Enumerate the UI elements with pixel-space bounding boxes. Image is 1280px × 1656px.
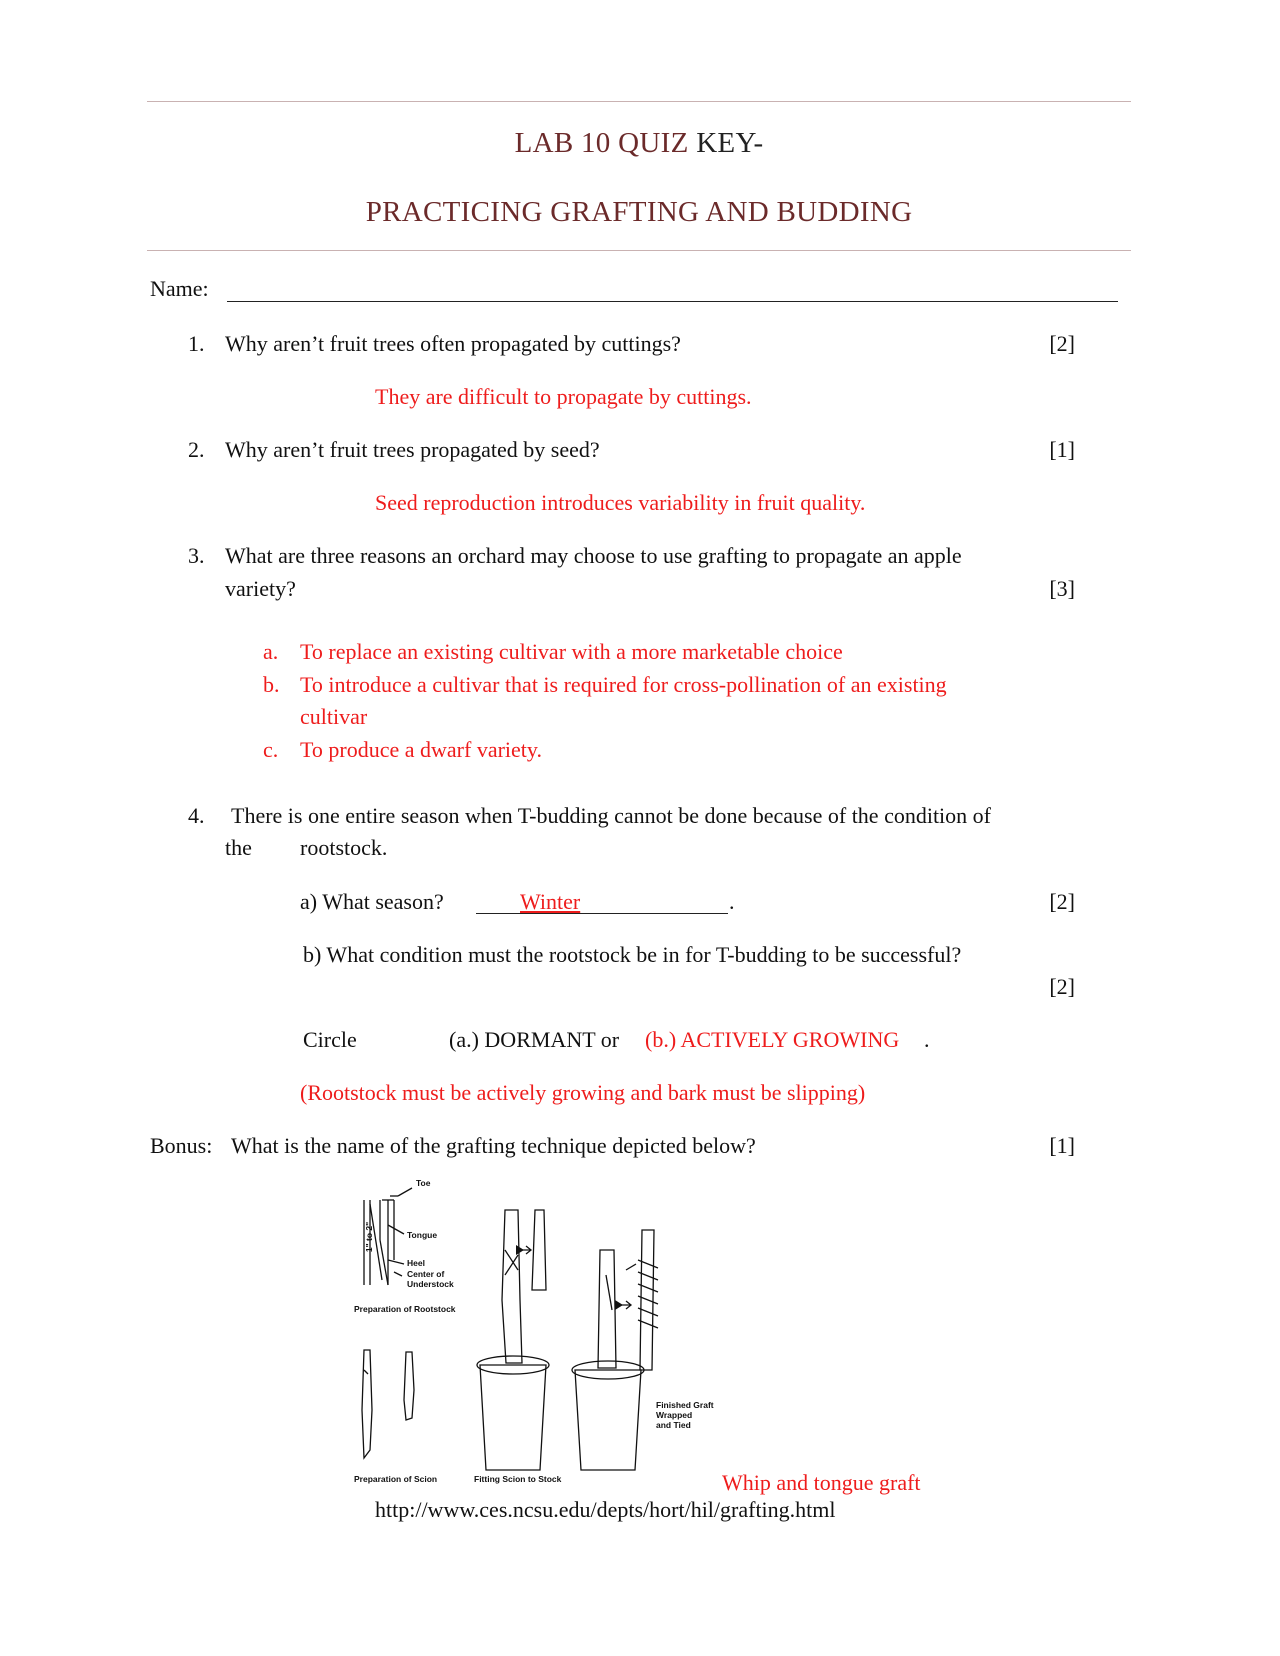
q4a-end: . — [729, 889, 735, 914]
q3-answer-a: To replace an existing cultivar with a more marketable choice — [300, 639, 843, 664]
q4-text-line2b: rootstock. — [300, 835, 388, 860]
option-dormant: (a.) DORMANT or — [449, 1027, 620, 1052]
bonus-text: What is the name of the grafting technique depicted below? — [231, 1133, 756, 1158]
label-measure: 1" to 2" — [364, 1221, 375, 1253]
name-label: Name: — [150, 276, 209, 301]
bonus-marks: [1] — [1049, 1133, 1075, 1158]
q4a-label: a) What season? — [300, 889, 444, 914]
q2-answer: Seed reproduction introduces variability in fruit quality. — [375, 490, 866, 515]
label-understock: Understock — [407, 1279, 454, 1289]
q4-text-line2a: the — [225, 835, 252, 860]
q3-answer-b-cont: cultivar — [300, 704, 368, 729]
q4-text-line1: There is one entire season when T-budding cannot be done because of the condition of — [231, 803, 991, 828]
label-wrapped: Wrapped — [656, 1410, 693, 1420]
q3-number: 3. — [188, 543, 205, 568]
label-toe: Toe — [416, 1178, 431, 1188]
q3-text-line2: variety? — [225, 576, 296, 601]
q4a-answer: Winter — [520, 889, 581, 914]
q3-answer-c-letter: c. — [263, 737, 279, 762]
circle-label: Circle — [303, 1027, 357, 1052]
q1-text: Why aren’t fruit trees often propagated by cuttings? — [225, 331, 681, 356]
label-prep-rootstock: Preparation of Rootstock — [354, 1304, 456, 1314]
title-main: LAB 10 QUIZ — [514, 127, 689, 159]
bonus-answer: Whip and tongue graft — [722, 1470, 921, 1495]
q2-number: 2. — [188, 437, 205, 462]
q3-answer-b: To introduce a cultivar that is required for cross-pollination of an existing — [300, 672, 947, 697]
title-key: KEY- — [696, 127, 764, 159]
q3-text-line1: What are three reasons an orchard may choose to use grafting to propagate an apple — [225, 543, 962, 568]
label-and-tied: and Tied — [656, 1420, 691, 1430]
q4-number: 4. — [188, 803, 205, 828]
q4b-label: b) What condition must the rootstock be in for T-budding to be successful? — [303, 942, 962, 967]
label-finished-graft: Finished Graft — [656, 1400, 714, 1410]
grafting-figure — [350, 1180, 730, 1495]
label-heel: Heel — [407, 1258, 425, 1268]
option-actively-growing: (b.) ACTIVELY GROWING — [645, 1027, 900, 1052]
label-prep-scion: Preparation of Scion — [354, 1474, 438, 1484]
option-end: . — [924, 1027, 930, 1052]
label-center-of: Center of — [407, 1269, 445, 1279]
q4a-answer-line — [476, 913, 728, 914]
top-rule — [147, 101, 1131, 102]
page-title — [147, 127, 1131, 160]
q3-answer-c: To produce a dwarf variety. — [300, 737, 542, 762]
q3-answer-b-letter: b. — [263, 672, 280, 697]
q2-text: Why aren’t fruit trees propagated by seed? — [225, 437, 600, 462]
q1-answer: They are difficult to propagate by cuttings. — [375, 384, 752, 409]
q4b-marks: [2] — [1049, 974, 1075, 999]
name-field-line[interactable] — [227, 301, 1118, 302]
label-fitting: Fitting Scion to Stock — [474, 1474, 562, 1484]
q2-marks: [1] — [1049, 437, 1075, 462]
q1-marks: [2] — [1049, 331, 1075, 356]
q4a-marks: [2] — [1049, 889, 1075, 914]
q4-explanation: (Rootstock must be actively growing and bark must be slipping) — [300, 1080, 866, 1105]
q1-number: 1. — [188, 331, 205, 356]
figure-source-url[interactable]: http://www.ces.ncsu.edu/depts/hort/hil/grafting.html — [375, 1497, 836, 1522]
label-tongue: Tongue — [407, 1230, 438, 1240]
q3-marks: [3] — [1049, 576, 1075, 601]
q3-answer-a-letter: a. — [263, 639, 279, 664]
bonus-label: Bonus: — [150, 1133, 213, 1158]
bottom-rule — [147, 250, 1131, 251]
page-subtitle: PRACTICING GRAFTING AND BUDDING — [365, 196, 913, 228]
grafting-illustration — [350, 1180, 730, 1495]
